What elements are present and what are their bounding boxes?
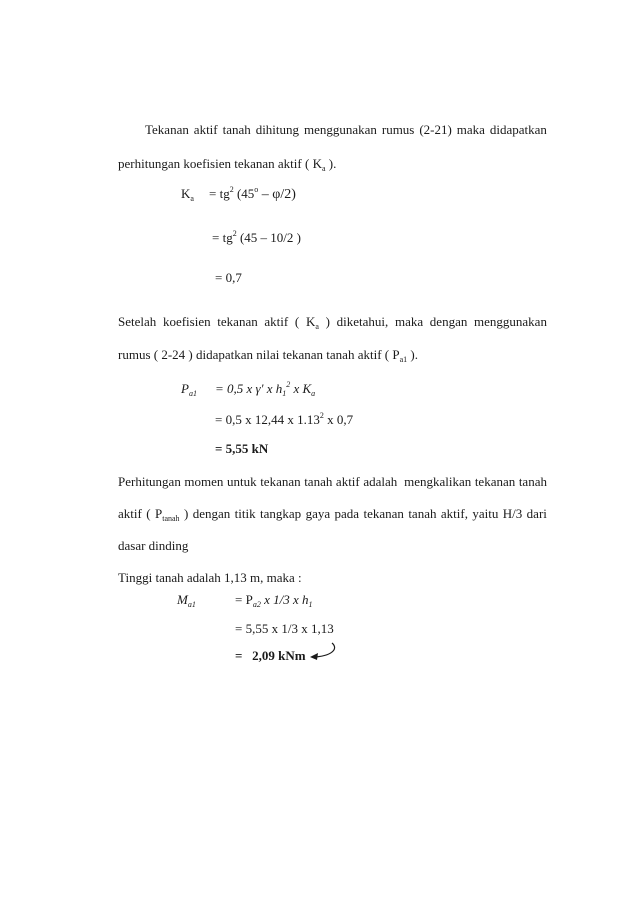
eq3-formula — [235, 592, 312, 608]
eq1-step2-sup: 2 — [232, 229, 237, 238]
eq3-result-eq: = — [235, 648, 243, 663]
eq2-h1-sup: 2 — [286, 380, 291, 389]
word: tangkap — [260, 506, 302, 521]
eq2-lhs-symbol: P — [181, 381, 189, 396]
word: (2-21) — [419, 122, 452, 137]
paragraph1-line2-end: ). — [325, 156, 337, 171]
eq2-ka-subscript: a — [311, 389, 316, 398]
word: gaya — [305, 506, 331, 521]
word: momen — [184, 474, 224, 489]
paragraph2-line1 — [118, 314, 547, 330]
eq1-step1-degree: o — [254, 185, 259, 194]
word-subscript: a — [315, 322, 319, 331]
word: titik — [234, 506, 256, 521]
word: tekanan — [260, 474, 301, 489]
paragraph3-line3 — [118, 538, 188, 554]
eq1-step1-sup: 2 — [229, 185, 234, 194]
word: $K_a$ — [305, 314, 319, 331]
word: aktif, — [440, 506, 468, 521]
eq2-result-text: = 5,55 kN — [215, 441, 269, 456]
word: untuk — [226, 474, 257, 489]
eq2-step2-sup: 2 — [319, 411, 324, 420]
eq1-step1-mid: (45 — [233, 186, 255, 201]
eq1-step2-post: (45 – 10/2 ) — [236, 230, 301, 245]
eq3-lhs — [177, 592, 196, 608]
paragraph4-line1 — [118, 570, 302, 586]
eq2-step2-post: x 0,7 — [323, 412, 354, 427]
paragraph3-line2 — [118, 506, 547, 522]
word: maka — [456, 122, 485, 137]
word-subscript: tanah — [162, 514, 180, 523]
eq2-step2-pre: = 0,5 x 12,44 x 1.13 — [215, 412, 320, 427]
word: dihitung — [255, 122, 300, 137]
paragraph3-line1 — [118, 474, 547, 490]
paragraph3-line3-text: dasar dinding — [118, 538, 189, 553]
word: Tekanan — [145, 122, 189, 137]
paragraph1-line2-text: perhitungan koefisien tekanan aktif ( K — [118, 156, 322, 171]
word: ( — [294, 314, 300, 329]
curved-arrow-icon — [306, 640, 340, 664]
eq1-step3-text: = 0,7 — [215, 270, 242, 285]
word: tekanan — [363, 506, 404, 521]
eq3-lhs-subscript: a1 — [187, 600, 196, 609]
word: ( — [146, 506, 151, 521]
word: aktif — [335, 474, 360, 489]
eq1-step2-pre: = tg — [212, 230, 233, 245]
eq3-formula-a: = P — [235, 592, 253, 607]
word: tekanan — [217, 314, 258, 329]
word: tanah — [408, 506, 437, 521]
eq3-lhs-symbol: M — [177, 592, 188, 607]
word: mengkalikan — [400, 474, 472, 489]
eq3-formula-b: x 1/3 x h — [260, 592, 309, 607]
word: Setelah — [118, 314, 157, 329]
pa1-subscript: a1 — [399, 355, 408, 364]
eq2-formula — [215, 381, 315, 397]
word: adalah — [363, 474, 398, 489]
word: $P_{tanah}$ — [154, 506, 180, 523]
word: H/3 — [502, 506, 523, 521]
word: dengan — [429, 314, 468, 329]
word: dengan — [192, 506, 231, 521]
word: dari — [526, 506, 547, 521]
eq2-formula-b: x K — [290, 381, 312, 396]
eq1-step1 — [209, 186, 296, 203]
word: tanah — [222, 122, 251, 137]
word: tanah — [304, 474, 333, 489]
eq1-step3 — [215, 270, 242, 286]
word: rumus — [381, 122, 415, 137]
word: Perhitungan — [118, 474, 181, 489]
eq1-lhs — [181, 186, 194, 202]
paragraph2-line2-text: rumus ( 2-24 ) didapatkan nilai tekanan tanah aktif ( P — [118, 347, 400, 362]
word: menggunakan — [303, 122, 377, 137]
word: yaitu — [472, 506, 499, 521]
word: aktif — [193, 122, 218, 137]
eq2-h1-subscript: 1 — [282, 389, 287, 398]
word: pada — [334, 506, 360, 521]
eq1-lhs-symbol: K — [181, 186, 191, 201]
eq2-lhs — [181, 381, 197, 397]
eq1-step1-pre: = tg — [209, 186, 230, 201]
eq2-lhs-subscript: a1 — [188, 389, 197, 398]
paragraph4-line1-text: Tinggi tanah adalah 1,13 m, maka : — [118, 570, 302, 585]
word: ) — [183, 506, 189, 521]
eq1-lhs-subscript: a — [190, 194, 194, 203]
eq3-step2-text: = 5,55 x 1/3 x 1,13 — [235, 621, 334, 636]
word: didapatkan — [489, 122, 547, 137]
word: diketahui, — [336, 314, 389, 329]
word: aktif — [264, 314, 289, 329]
eq1-step1-post: – φ/2) — [258, 187, 296, 202]
word: maka — [394, 314, 424, 329]
eq3-pa2-subscript: a2 — [252, 600, 261, 609]
eq3-result — [235, 648, 306, 664]
eq3-h1-subscript: 1 — [308, 600, 313, 609]
eq3-step2 — [235, 621, 334, 637]
eq2-step2 — [215, 412, 353, 428]
paragraph2-line2-end: ). — [407, 347, 418, 362]
ka-subscript: a — [321, 164, 326, 173]
eq2-formula-a: = 0,5 x γ' x h — [215, 381, 283, 396]
paragraph1-line2 — [118, 156, 336, 172]
eq3-result-text: 2,09 kNm — [252, 648, 306, 663]
eq2-result — [215, 441, 268, 457]
word: menggunakan — [474, 314, 547, 329]
paragraph2-line2 — [118, 347, 418, 363]
word: tanah — [518, 474, 547, 489]
word: ) — [325, 314, 330, 329]
word: koefisien — [162, 314, 211, 329]
paragraph1-line1 — [145, 122, 547, 138]
word: tekanan — [474, 474, 516, 489]
eq1-step2 — [212, 230, 301, 246]
word: aktif — [118, 506, 142, 521]
